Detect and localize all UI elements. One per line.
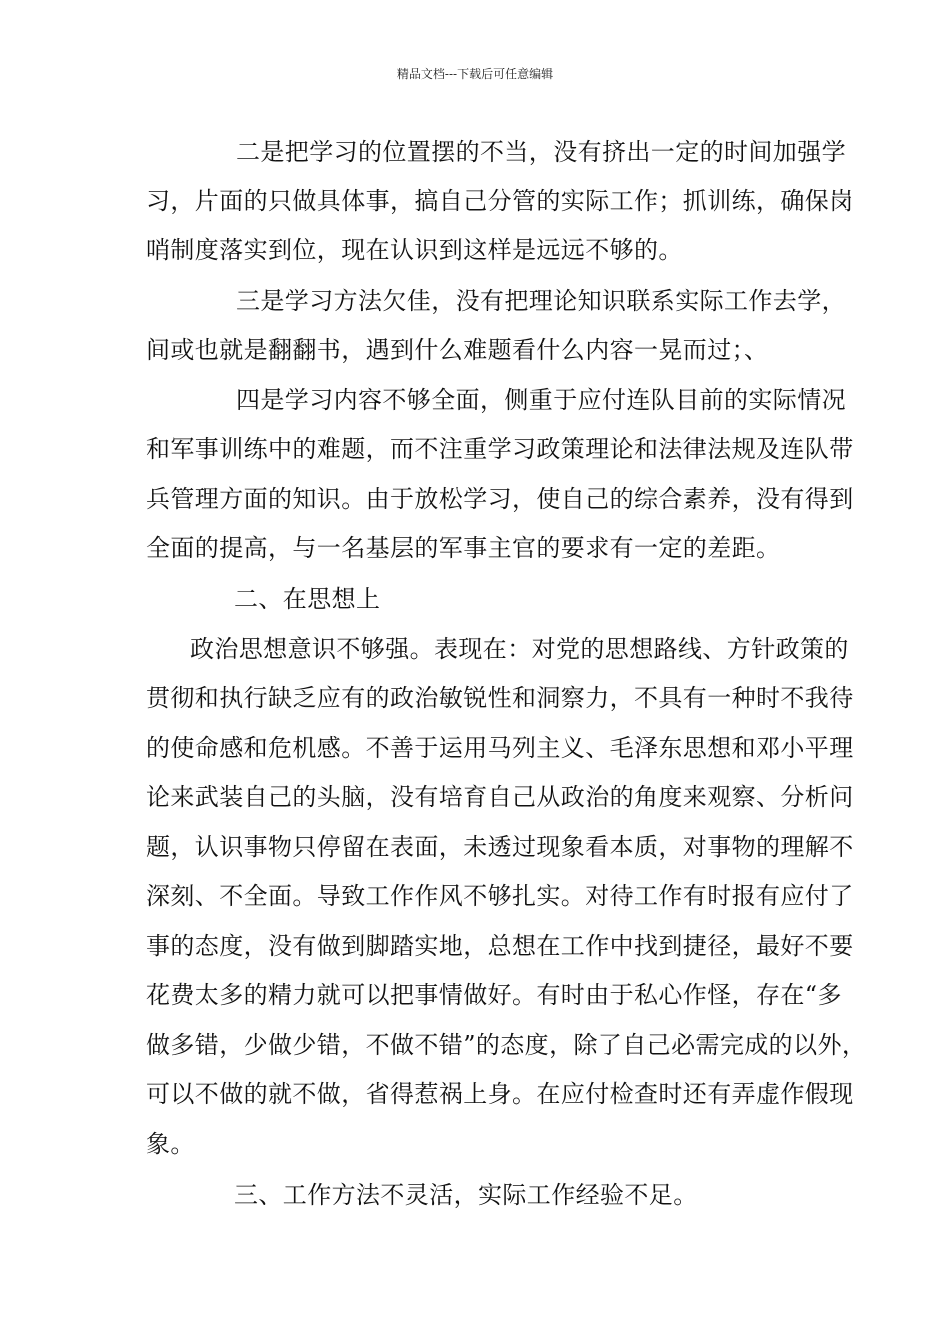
text-line: 题，认识事物只停留在表面，未透过现象看本质，对事物的理解不 [146, 833, 854, 861]
text-line: 二是把学习的位置摆的不当，没有挤出一定的时间加强学 [236, 138, 846, 166]
text-line: 三是学习方法欠佳，没有把理论知识联系实际工作去学， [236, 287, 846, 315]
text-line: 论来武装自己的头脑，没有培育自己从政治的角度来观察、分析问 [146, 783, 854, 811]
text-line: 四是学习内容不够全面，侧重于应付连队目前的实际情况 [236, 386, 846, 414]
text-line: 事的态度，没有做到脚踏实地，总想在工作中找到捷径，最好不要 [146, 932, 854, 960]
text-line: 和军事训练中的难题，而不注重学习政策理论和法律法规及连队带 [146, 435, 854, 463]
text-line: 象。 [146, 1130, 195, 1158]
section-heading: 三、工作方法不灵活，实际工作经验不足。 [234, 1181, 698, 1209]
text-line: 的使命感和危机感。不善于运用马列主义、毛泽东思想和邓小平理 [146, 734, 854, 762]
text-line: 做多错，少做少错，不做不错”的态度，除了自己必需完成的以外， [146, 1031, 867, 1059]
text-line: 哨制度落实到位，现在认识到这样是远远不够的。 [146, 236, 683, 264]
text-line: 兵管理方面的知识。由于放松学习，使自己的综合素养，没有得到 [146, 485, 854, 513]
text-line: 可以不做的就不做，省得惹祸上身。在应付检查时还有弄虚作假现 [146, 1080, 854, 1108]
text-line: 花费太多的精力就可以把事情做好。有时由于私心作怪，存在“多 [146, 981, 842, 1009]
text-line: 间或也就是翻翻书，遇到什么难题看什么内容一晃而过；、 [146, 336, 769, 364]
text-line: 政治思想意识不够强。表现在：对党的思想路线、方针政策的 [190, 635, 849, 663]
section-heading: 二、在思想上 [234, 585, 381, 613]
text-line: 习，片面的只做具体事，搞自己分管的实际工作；抓训练，确保岗 [146, 187, 854, 215]
text-line: 贯彻和执行缺乏应有的政治敏锐性和洞察力，不具有一种时不我待 [146, 684, 854, 712]
text-line: 全面的提高，与一名基层的军事主官的要求有一定的差距。 [146, 534, 781, 562]
text-line: 深刻、不全面。导致工作作风不够扎实。对待工作有时报有应付了 [146, 882, 854, 910]
page-header: 精品文档---下载后可任意编辑 [396, 67, 554, 81]
